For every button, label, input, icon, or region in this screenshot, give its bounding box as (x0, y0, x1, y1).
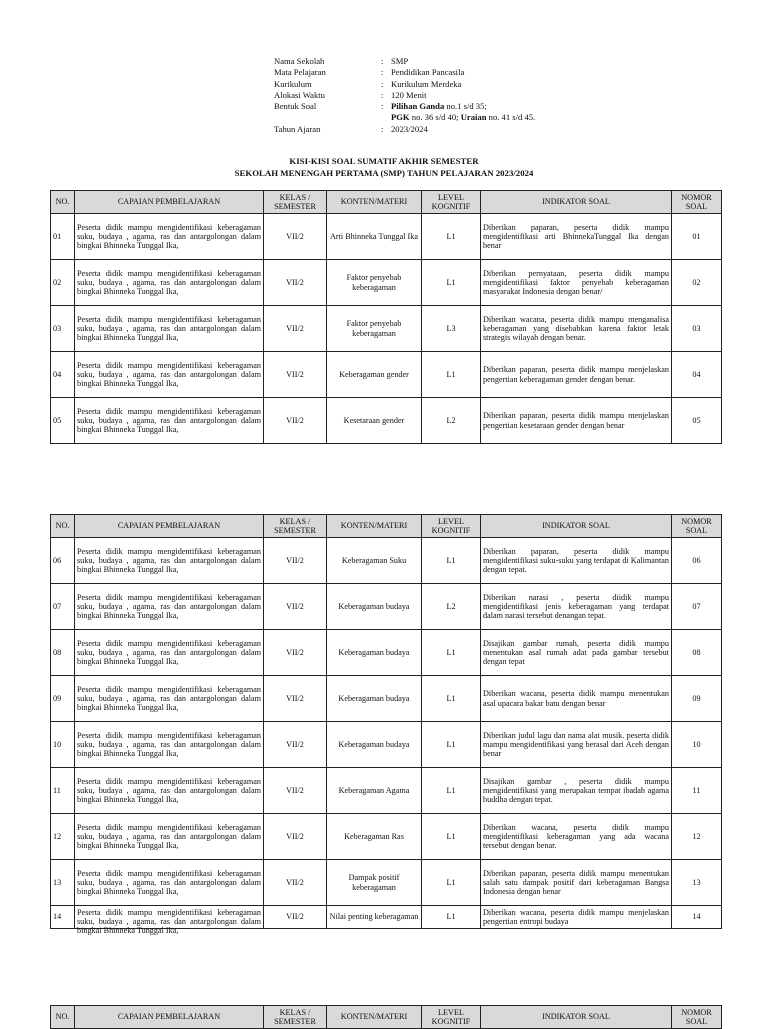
header-level: LEVEL KOGNITIF (422, 1006, 481, 1029)
capaian-text: Peserta didik mampu mengidentifikasi keberagaman suku, budaya , agama, ras dan antargolongan dalam bingkai Bhinneka Tunggal Ika, (77, 730, 261, 759)
meta-value: 2023/2024 (391, 123, 428, 134)
cell-nomor: 04 (672, 352, 722, 398)
meta-value: Pendidikan Pancasila (391, 67, 465, 78)
table-row (51, 214, 722, 260)
cell-indikator (481, 214, 672, 260)
indikator-text: Diberikan paparan, peserta didik mampu mengidentifikasi arti BhinnekaTunggal Ika dengan benar (483, 222, 669, 251)
cell-kelas: VII/2 (264, 352, 327, 398)
table-row (51, 768, 722, 814)
header-indikator: INDIKATOR SOAL (481, 515, 672, 538)
cell-konten: Nilai penting keberagaman (327, 906, 422, 929)
header-nomor: NOMOR SOAL (672, 191, 722, 214)
cell-level: L1 (422, 630, 481, 676)
cell-capaian (75, 860, 264, 906)
meta-key: Tahun Ajaran (274, 123, 321, 134)
cell-level: L1 (422, 768, 481, 814)
indikator-text: Diberikan wacana, peserta didik mampu menentukan asal upacara bakar batu dengan benar (483, 689, 669, 708)
indikator-text: Diberikan wacana, peserta didik mampu mengidentifikasi keberagaman yang ada wacana tersebut dengan benar. (483, 822, 669, 851)
meta-colon: : (381, 78, 384, 89)
capaian-text: Peserta didik mampu mengidentifikasi keberagaman suku, budaya , agama, ras dan antargolongan dalam bingkai Bhinneka Tunggal Ika, (77, 776, 261, 805)
cell-indikator (481, 814, 672, 860)
table-row (51, 306, 722, 352)
capaian-text: Peserta didik mampu mengidentifikasi keberagaman suku, budaya , agama, ras dan antargolongan dalam bingkai Bhinneka Tunggal Ika, (77, 546, 261, 575)
header-level: LEVEL KOGNITIF (422, 515, 481, 538)
cell-no: 01 (51, 214, 75, 260)
cell-konten: Keberagaman budaya (327, 722, 422, 768)
cell-indikator (481, 768, 672, 814)
table-header-row (51, 191, 722, 214)
cell-kelas: VII/2 (264, 676, 327, 722)
cell-no: 14 (51, 906, 75, 929)
cell-konten: Faktor penyebab keberagaman (327, 306, 422, 352)
cell-no: 09 (51, 676, 75, 722)
cell-indikator (481, 676, 672, 722)
cell-nomor: 05 (672, 398, 722, 444)
meta-key: Nama Sekolah (274, 56, 325, 66)
cell-nomor: 06 (672, 538, 722, 584)
cell-capaian (75, 630, 264, 676)
table-row (51, 676, 722, 722)
cell-no: 06 (51, 538, 75, 584)
capaian-text: Peserta didik mampu mengidentifikasi keberagaman suku, budaya , agama, ras dan antargolongan dalam bingkai Bhinneka Tunggal Ika, (77, 360, 261, 389)
indikator-text: Diberikan paparan, peserta didik mampu menjelaskan pengertian kesetaraan gender dengan benar (483, 411, 669, 430)
meta-value-bold: PGK (391, 112, 410, 123)
indikator-text: Diberikan paparan, peserta didik mampu menentukan salah satu dampak positif dari keberagaman Bangsa Indonesia dengan benar (483, 868, 669, 897)
indikator-text: Disajikan gambar , peserta didik mampu mengidentifikasi yang merupakan tempat ibadah agama buddha dengan tepat. (483, 776, 669, 805)
cell-capaian (75, 584, 264, 630)
header-nomor: NOMOR SOAL (672, 1006, 722, 1029)
header-no: NO. (51, 1006, 75, 1029)
indikator-text: Diberikan paparan, peserta didik mampu menjelaskan pengertian keberagaman gender dengan benar. (483, 365, 669, 384)
cell-nomor: 02 (672, 260, 722, 306)
cell-indikator (481, 538, 672, 584)
table-row (51, 630, 722, 676)
indikator-text: Disajikan gambar rumah, peserta didik mampu menentukan asal rumah adat pada gambar tersebut dengan tepat (483, 638, 669, 667)
meta-value: no.1 s/d 35; (444, 101, 487, 112)
cell-konten: Keberagaman budaya (327, 584, 422, 630)
table-row (51, 814, 722, 860)
cell-konten: Faktor penyebab keberagaman (327, 260, 422, 306)
table-row (51, 722, 722, 768)
cell-nomor: 10 (672, 722, 722, 768)
meta-key: Kurikulum (274, 78, 312, 89)
kisi-kisi-table-3-header (50, 1005, 722, 1029)
document-title: KISI-KISI SOAL SUMATIF AKHIR SEMESTER (289, 156, 479, 166)
kisi-kisi-table-1 (50, 190, 722, 444)
cell-kelas: VII/2 (264, 538, 327, 584)
capaian-text: Peserta didik mampu mengidentifikasi keberagaman suku, budaya , agama, ras dan antargolongan dalam bingkai Bhinneka Tunggal Ika, (77, 222, 261, 251)
meta-colon: : (381, 56, 384, 66)
cell-no: 07 (51, 584, 75, 630)
cell-capaian (75, 352, 264, 398)
header-kelas: KELAS / SEMESTER (264, 1006, 327, 1029)
cell-konten: Arti Bhinneka Tunggal Ika (327, 214, 422, 260)
cell-capaian (75, 538, 264, 584)
meta-row (274, 79, 535, 90)
meta-colon: : (381, 67, 384, 78)
capaian-text: Peserta didik mampu mengidentifikasi keberagaman suku, budaya , agama, ras dan antargolongan dalam bingkai Bhinneka Tunggal Ika, (77, 684, 261, 713)
header-indikator: INDIKATOR SOAL (481, 1006, 672, 1029)
cell-capaian (75, 214, 264, 260)
table-row (51, 260, 722, 306)
cell-capaian (75, 722, 264, 768)
cell-nomor: 14 (672, 906, 722, 929)
table-row (51, 398, 722, 444)
cell-nomor: 08 (672, 630, 722, 676)
capaian-text: Peserta didik mampu mengidentifikasi keberagaman suku, budaya , agama, ras dan antargolongan dalam bingkai Bhinneka Tunggal Ika, (77, 314, 261, 343)
table-row (51, 584, 722, 630)
cell-konten: Keberagaman budaya (327, 630, 422, 676)
table-row (51, 352, 722, 398)
cell-indikator (481, 584, 672, 630)
capaian-text: Peserta didik mampu mengidentifikasi keberagaman suku, budaya , agama, ras dan antargolongan dalam bingkai Bhinneka Tunggal Ika, (77, 268, 261, 297)
capaian-text: Peserta didik mampu mengidentifikasi keberagaman suku, budaya , agama, ras dan antargolongan dalam bingkai Bhinneka Tunggal Ika, (77, 868, 261, 897)
capaian-text: Peserta didik mampu mengidentifikasi keberagaman suku, budaya , agama, ras dan antargolongan dalam bingkai Bhinneka Tunggal Ika, (77, 638, 261, 667)
meta-value: Kurikulum Merdeka (391, 78, 462, 89)
cell-level: L1 (422, 676, 481, 722)
cell-no: 05 (51, 398, 75, 444)
cell-capaian (75, 814, 264, 860)
meta-row (274, 90, 535, 101)
cell-level: L1 (422, 260, 481, 306)
cell-kelas: VII/2 (264, 768, 327, 814)
cell-no: 04 (51, 352, 75, 398)
cell-kelas: VII/2 (264, 306, 327, 352)
cell-level: L3 (422, 306, 481, 352)
cell-level: L1 (422, 860, 481, 906)
indikator-text: Diberikan narasi , peserta diidik mampu mengidentifikasi jenis keberagaman yang terdapat dalam narasi tersebut denangan tepat. (483, 592, 669, 621)
capaian-text: Peserta didik mampu mengidentifikasi keberagaman suku, budaya , agama, ras dan antargolongan dalam bingkai Bhinneka Tunggal Ika, (77, 592, 261, 621)
indikator-text: Diberikan judul lagu dan nama alat musik. peserta didik mampu mengidentifikasi yang berasal dari Aceh dengan benar (483, 730, 669, 759)
header-konten: KONTEN/MATERI (327, 1006, 422, 1029)
cell-no: 03 (51, 306, 75, 352)
cell-no: 10 (51, 722, 75, 768)
cell-kelas: VII/2 (264, 906, 327, 929)
meta-value: SMP (391, 56, 409, 66)
table-row (51, 860, 722, 906)
indikator-text: Diberikan pernyataan, peserta didik mampu mengidentifikasi faktor penyebab keberagaman masyarakat Indonesia dengan benar/ (483, 268, 669, 297)
cell-nomor: 09 (672, 676, 722, 722)
cell-capaian (75, 306, 264, 352)
meta-key: Mata Pelajaran (274, 67, 326, 78)
table-row (51, 538, 722, 584)
indikator-text: Diberikan wacana, peserta didik mampu menganalisa keberagaman yang disebabkan karena faktor letak strategis wilayah dengan benar. (483, 314, 669, 343)
document-title-block (0, 156, 768, 179)
cell-konten: Keberagaman Suku (327, 538, 422, 584)
meta-row (274, 101, 535, 124)
meta-row (274, 56, 535, 67)
meta-colon: : (381, 89, 384, 100)
header-konten: KONTEN/MATERI (327, 515, 422, 538)
cell-kelas: VII/2 (264, 860, 327, 906)
document-subtitle: SEKOLAH MENENGAH PERTAMA (SMP) TAHUN PELAJARAN 2023/2024 (234, 167, 534, 178)
header-capaian: CAPAIAN PEMBELAJARAN (75, 515, 264, 538)
cell-konten: Dampak positif keberagaman (327, 860, 422, 906)
cell-nomor: 12 (672, 814, 722, 860)
cell-kelas: VII/2 (264, 722, 327, 768)
meta-value: no. 36 s/d 40; (409, 112, 461, 123)
cell-indikator (481, 352, 672, 398)
header-no: NO. (51, 515, 75, 538)
cell-kelas: VII/2 (264, 814, 327, 860)
table-header-row (51, 515, 722, 538)
cell-kelas: VII/2 (264, 630, 327, 676)
meta-key: Alokasi Waktu (274, 89, 325, 100)
cell-konten: Keberagaman gender (327, 352, 422, 398)
kisi-kisi-table-2 (50, 514, 722, 935)
header-nomor: NOMOR SOAL (672, 515, 722, 538)
indikator-text: Diberikan wacana, peserta didik mampu menjelaskan pengertian entropi budaya (483, 907, 669, 926)
capaian-text: Peserta didik mampu mengidentifikasi keberagaman suku, budaya , agama, ras dan antargolongan dalam bingkai Bhinneka Tunggal Ika, (77, 907, 261, 935)
meta-colon: : (381, 101, 384, 112)
cell-indikator (481, 260, 672, 306)
indikator-text: Diberikan paparan, peserta didik mampu mengidentifikasi suku-suku yang terdapat di Kalimantan dengan tepat. (483, 546, 669, 575)
cell-capaian (75, 768, 264, 814)
cell-level: L1 (422, 352, 481, 398)
meta-value: no. 41 s/d 45. (486, 112, 536, 123)
cell-no: 08 (51, 630, 75, 676)
header-konten: KONTEN/MATERI (327, 191, 422, 214)
cell-nomor: 07 (672, 584, 722, 630)
cell-no: 02 (51, 260, 75, 306)
cell-indikator (481, 860, 672, 906)
cell-indikator (481, 906, 672, 929)
cell-kelas: VII/2 (264, 584, 327, 630)
cell-kelas: VII/2 (264, 260, 327, 306)
cell-indikator (481, 398, 672, 444)
cell-level: L1 (422, 814, 481, 860)
cell-capaian (75, 260, 264, 306)
cell-kelas: VII/2 (264, 398, 327, 444)
header-no: NO. (51, 191, 75, 214)
cell-level: L1 (422, 538, 481, 584)
cell-konten: Keberagaman Agama (327, 768, 422, 814)
meta-colon: : (381, 123, 384, 134)
header-indikator: INDIKATOR SOAL (481, 191, 672, 214)
header-kelas: KELAS / SEMESTER (264, 191, 327, 214)
cell-konten: Keberagaman budaya (327, 676, 422, 722)
cell-indikator (481, 306, 672, 352)
meta-value: 120 Menit (391, 89, 427, 100)
cell-level: L1 (422, 722, 481, 768)
cell-konten: Kesetaraan gender (327, 398, 422, 444)
cell-nomor: 03 (672, 306, 722, 352)
cell-nomor: 13 (672, 860, 722, 906)
cell-konten: Keberagaman Ras (327, 814, 422, 860)
cell-level: L2 (422, 584, 481, 630)
meta-row (274, 67, 535, 78)
cell-level: L1 (422, 906, 481, 929)
header-capaian: CAPAIAN PEMBELAJARAN (75, 191, 264, 214)
cell-no: 12 (51, 814, 75, 860)
meta-value-bold: Uraian (460, 112, 487, 123)
cell-capaian (75, 398, 264, 444)
cell-no: 11 (51, 768, 75, 814)
cell-capaian (75, 676, 264, 722)
cell-indikator (481, 722, 672, 768)
document-metadata (274, 56, 535, 135)
cell-indikator (481, 630, 672, 676)
meta-row (274, 124, 535, 135)
meta-key: Bentuk Soal (274, 101, 317, 112)
cell-no: 13 (51, 860, 75, 906)
header-kelas: KELAS / SEMESTER (264, 515, 327, 538)
cell-kelas: VII/2 (264, 214, 327, 260)
cell-level: L1 (422, 214, 481, 260)
capaian-text: Peserta didik mampu mengidentifikasi keberagaman suku, budaya , agama, ras dan antargolongan dalam bingkai Bhinneka Tunggal Ika, (77, 406, 261, 435)
meta-value-bold: Pilihan Ganda (391, 101, 445, 112)
capaian-text: Peserta didik mampu mengidentifikasi keberagaman suku, budaya , agama, ras dan antargolongan dalam bingkai Bhinneka Tunggal Ika, (77, 822, 261, 851)
cell-nomor: 11 (672, 768, 722, 814)
header-capaian: CAPAIAN PEMBELAJARAN (75, 1006, 264, 1029)
cell-nomor: 01 (672, 214, 722, 260)
table-row (51, 906, 722, 929)
header-level: LEVEL KOGNITIF (422, 191, 481, 214)
table-header-row (51, 1006, 722, 1029)
cell-capaian (75, 906, 264, 935)
cell-level: L2 (422, 398, 481, 444)
